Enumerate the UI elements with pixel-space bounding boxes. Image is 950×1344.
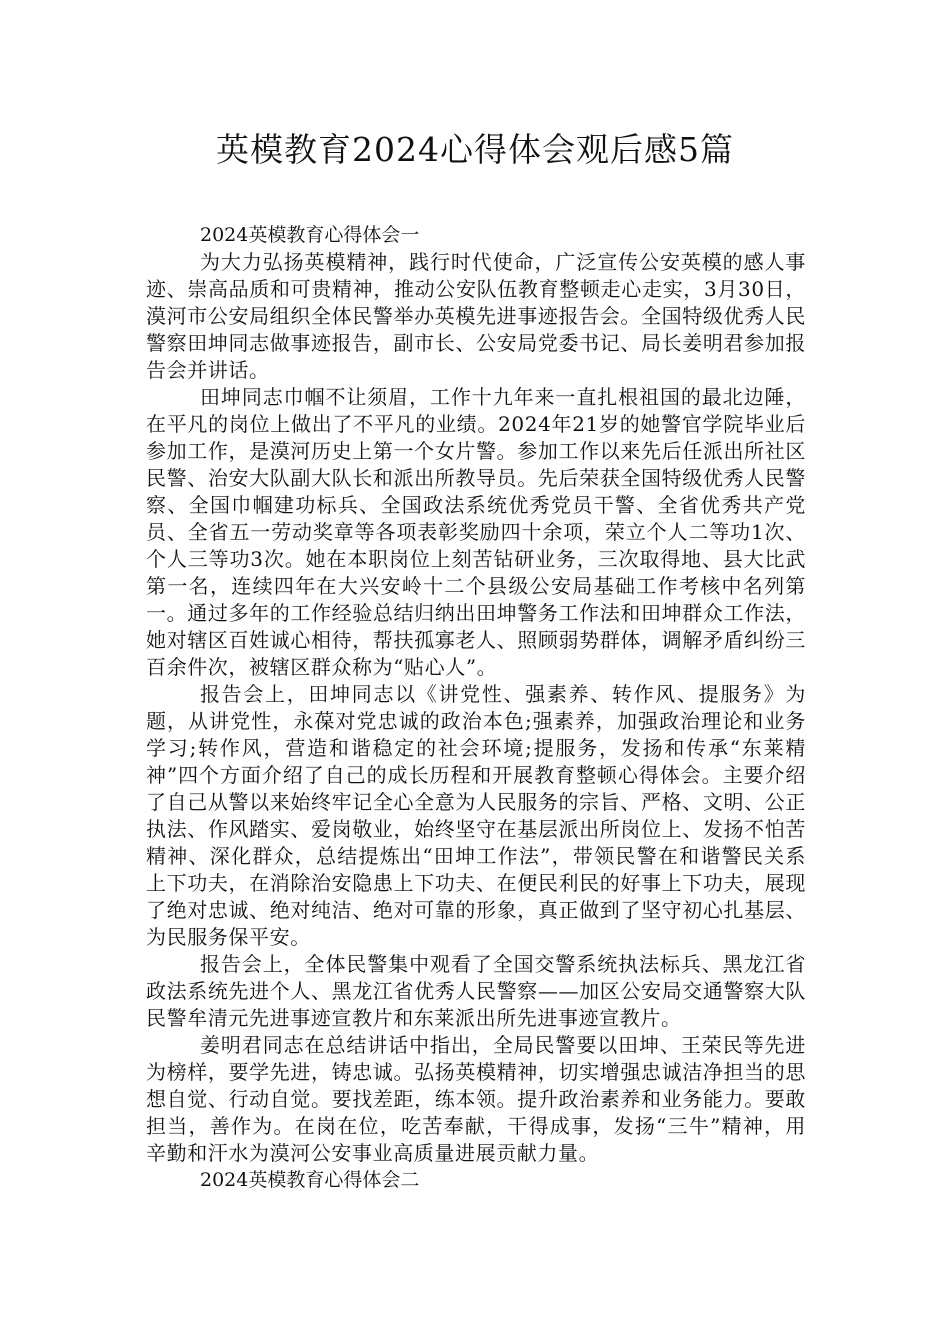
- document-title: 英模教育2024心得体会观后感5篇: [216, 130, 734, 169]
- paragraph-3: 报告会上，田坤同志以《讲党性、强素养、转作风、提服务》为题，从讲党性，永葆对党忠诚的政治本色;强素养，加强政治理论和业务学习;转作风，营造和谐稳定的社会环境;提服务，发扬和传承“东莱精神”四个方面介绍了自己的成长历程和开展教育整顿心得体会。主要介绍了自己从警以来始终牢记全心全意为人民服务的宗旨、严格、文明、公正执法、作风踏实、爱岗敬业，始终坚守在基层派出所岗位上、发扬不怕苦精神、深化群众，总结提炼出“田坤工作法”，带领民警在和谐警民关系上下功夫，在消除治安隐患上下功夫、在便民利民的好事上下功夫，展现了绝对忠诚、绝对纯洁、绝对可靠的形象，真正做到了坚守初心扎基层、为民服务保平安。: [146, 682, 806, 949]
- paragraph-1: 为大力弘扬英模精神，践行时代使命，广泛宣传公安英模的感人事迹、崇高品质和可贵精神，推动公安队伍教育整顿走心走实，3月30日，漠河市公安局组织全体民警举办英模先进事迹报告会。全国特级优秀人民警察田坤同志做事迹报告，副市长、公安局党委书记、局长姜明君参加报告会并讲话。: [146, 250, 806, 382]
- paragraph-5: 姜明君同志在总结讲话中指出，全局民警要以田坤、王荣民等先进为榜样，要学先进，铸忠诚。弘扬英模精神，切实增强忠诚洁净担当的思想自觉、行动自觉。要找差距，练本领。提升政治素养和业务能力。要敢担当，善作为。在岗在位，吃苦奉献，干得成事，发扬“三牛”精神，用辛勤和汗水为漠河公安事业高质量进展贡献力量。: [146, 1033, 806, 1165]
- document-body: [146, 222, 806, 1194]
- paragraph-4: 报告会上，全体民警集中观看了全国交警系统执法标兵、黑龙江省政法系统先进个人、黑龙江省优秀人民警察——加区公安局交通警察大队民警牟清元先进事迹宣教片和东莱派出所先进事迹宣教片。: [146, 952, 806, 1030]
- section-heading-1: 2024英模教育心得体会一: [200, 224, 420, 246]
- paragraph-2: 田坤同志巾帼不让须眉，工作十九年来一直扎根祖国的最北边陲，在平凡的岗位上做出了不平凡的业绩。2024年21岁的她警官学院毕业后参加工作，是漠河历史上第一个女片警。参加工作以来先后任派出所社区民警、治安大队副大队长和派出所教导员。先后荣获全国特级优秀人民警察、全国巾帼建功标兵、全国政法系统优秀党员干警、全省优秀共产党员、全省五一劳动奖章等各项表彰奖励四十余项，荣立个人二等功1次、个人三等功3次。她在本职岗位上刻苦钻研业务，三次取得地、县大比武第一名，连续四年在大兴安岭十二个县级公安局基础工作考核中名列第一。通过多年的工作经验总结归纳出田坤警务工作法和田坤群众工作法，她对辖区百姓诚心相待，帮扶孤寡老人、照顾弱势群体，调解矛盾纠纷三百余件次，被辖区群众称为“贴心人”。: [146, 385, 806, 679]
- section-heading-2: 2024英模教育心得体会二: [200, 1169, 420, 1191]
